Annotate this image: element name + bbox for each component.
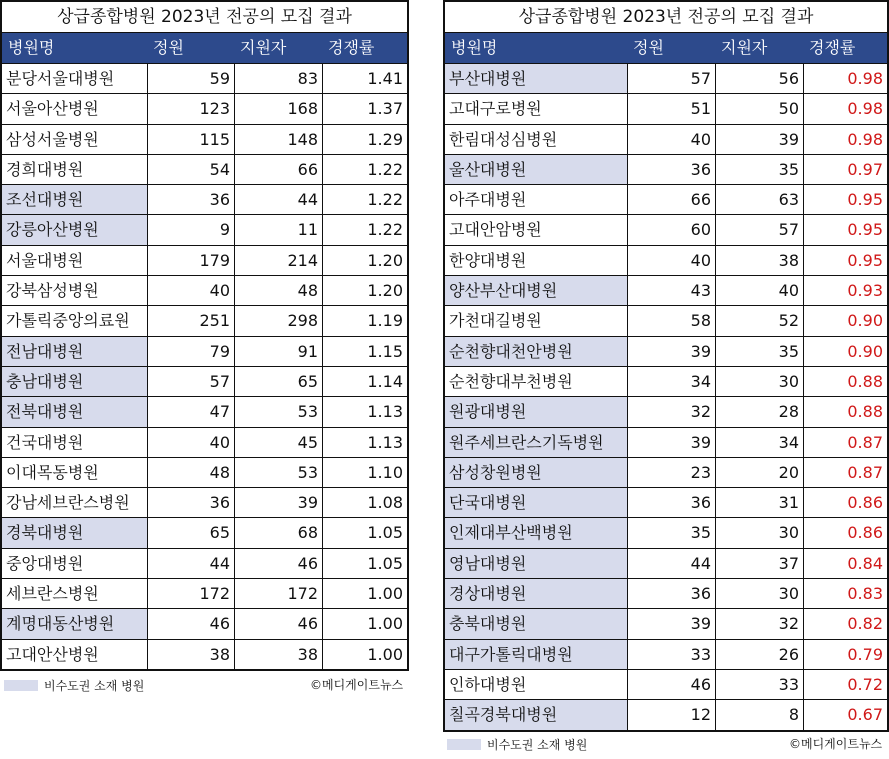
header-applicants: 지원자	[721, 38, 768, 57]
table-row	[2, 275, 407, 305]
applicants-cell: 66	[234, 155, 322, 184]
right-table-body	[445, 63, 887, 730]
ratio-cell: 0.95	[803, 215, 887, 244]
quota-cell: 46	[147, 609, 234, 638]
quota-cell: 40	[627, 125, 715, 154]
table-row	[2, 336, 407, 366]
header-quota: 정원	[153, 38, 184, 57]
ratio-cell: 0.88	[803, 367, 887, 396]
table-row	[445, 63, 887, 93]
hospital-name-cell: 인하대병원	[449, 674, 527, 694]
applicants-cell: 30	[715, 367, 803, 396]
table-row	[2, 366, 407, 396]
ratio-cell: 0.87	[803, 428, 887, 457]
applicants-cell: 44	[234, 185, 322, 214]
hospital-name-cell: 전북대병원	[2, 397, 147, 426]
right-credit: ©메디게이트뉴스	[789, 737, 883, 751]
table-row	[445, 93, 887, 123]
ratio-cell: 1.13	[322, 428, 407, 457]
hospital-name-cell: 충남대병원	[2, 367, 147, 396]
hospital-name-cell: 서울아산병원	[6, 99, 99, 119]
hospital-name-cell: 서울대병원	[6, 250, 84, 270]
applicants-cell: 91	[234, 337, 322, 366]
ratio-cell: 1.20	[322, 276, 407, 305]
hospital-name-cell: 대구가톨릭대병원	[445, 640, 627, 669]
table-row	[445, 669, 887, 699]
table-row	[445, 608, 887, 638]
quota-cell: 40	[627, 246, 715, 275]
ratio-cell: 1.41	[322, 64, 407, 93]
ratio-cell: 0.67	[803, 700, 887, 729]
table-row	[2, 517, 407, 547]
quota-cell: 54	[147, 155, 234, 184]
applicants-cell: 33	[715, 670, 803, 699]
applicants-cell: 11	[234, 215, 322, 244]
right-table	[443, 0, 889, 732]
applicants-cell: 50	[715, 94, 803, 123]
hospital-name-cell: 경희대병원	[6, 159, 84, 179]
applicants-cell: 52	[715, 306, 803, 335]
applicants-cell: 57	[715, 215, 803, 244]
hospital-name-cell: 충북대병원	[445, 609, 627, 638]
applicants-cell: 46	[234, 549, 322, 578]
left-table-panel	[0, 0, 409, 693]
quota-cell: 36	[147, 185, 234, 214]
table-row	[2, 608, 407, 638]
applicants-cell: 148	[234, 125, 322, 154]
ratio-cell: 1.29	[322, 125, 407, 154]
applicants-cell: 39	[715, 125, 803, 154]
quota-cell: 36	[627, 579, 715, 608]
table-row	[2, 396, 407, 426]
table-row	[445, 457, 887, 487]
applicants-cell: 68	[234, 518, 322, 547]
ratio-cell: 0.95	[803, 185, 887, 214]
ratio-cell: 1.22	[322, 155, 407, 184]
table-row	[445, 124, 887, 154]
table-row	[2, 124, 407, 154]
quota-cell: 179	[147, 246, 234, 275]
table-row	[2, 305, 407, 335]
table-row	[445, 214, 887, 244]
applicants-cell: 28	[715, 397, 803, 426]
table-row	[2, 63, 407, 93]
table-row	[445, 275, 887, 305]
quota-cell: 9	[147, 215, 234, 244]
ratio-cell: 0.98	[803, 94, 887, 123]
ratio-cell: 0.88	[803, 397, 887, 426]
hospital-name-cell: 단국대병원	[445, 488, 627, 517]
applicants-cell: 53	[234, 458, 322, 487]
hospital-name-cell: 분당서울대병원	[6, 69, 115, 88]
hospital-name-cell: 강남세브란스병원	[6, 493, 130, 513]
hospital-name-cell: 한림대성심병원	[449, 129, 558, 149]
legend-swatch	[4, 680, 38, 691]
applicants-cell: 35	[715, 337, 803, 366]
table-row	[2, 93, 407, 123]
ratio-cell: 0.86	[803, 488, 887, 517]
quota-cell: 36	[147, 488, 234, 517]
ratio-cell: 0.84	[803, 549, 887, 578]
header-applicants: 지원자	[240, 38, 287, 57]
quota-cell: 251	[147, 306, 234, 335]
applicants-cell: 31	[715, 488, 803, 517]
table-row	[445, 517, 887, 547]
ratio-cell: 0.82	[803, 609, 887, 638]
quota-cell: 44	[147, 549, 234, 578]
quota-cell: 58	[627, 306, 715, 335]
applicants-cell: 48	[234, 276, 322, 305]
table-row	[2, 214, 407, 244]
hospital-name-cell: 경상대병원	[445, 579, 627, 608]
applicants-cell: 37	[715, 549, 803, 578]
applicants-cell: 172	[234, 579, 322, 608]
ratio-cell: 1.00	[322, 609, 407, 638]
table-row	[445, 578, 887, 608]
table-row	[445, 336, 887, 366]
applicants-cell: 83	[234, 64, 322, 93]
hospital-name-cell: 강릉아산병원	[2, 215, 147, 244]
table-row	[2, 457, 407, 487]
quota-cell: 57	[627, 64, 715, 93]
quota-cell: 33	[627, 640, 715, 669]
hospital-name-cell: 인제대부산백병원	[445, 518, 627, 547]
applicants-cell: 38	[715, 246, 803, 275]
hospital-name-cell: 이대목동병원	[6, 462, 99, 482]
applicants-cell: 46	[234, 609, 322, 638]
legend-label: 비수도권 소재 병원	[487, 738, 588, 752]
quota-cell: 59	[147, 64, 234, 93]
ratio-cell: 0.87	[803, 458, 887, 487]
quota-cell: 40	[147, 428, 234, 457]
ratio-cell: 0.83	[803, 579, 887, 608]
left-legend	[4, 677, 144, 694]
ratio-cell: 1.22	[322, 185, 407, 214]
hospital-name-cell: 원광대병원	[445, 397, 627, 426]
ratio-cell: 1.19	[322, 306, 407, 335]
quota-cell: 65	[147, 518, 234, 547]
header-ratio: 경쟁률	[809, 38, 856, 57]
table-row	[445, 184, 887, 214]
hospital-name-cell: 경북대병원	[2, 518, 147, 547]
ratio-cell: 0.93	[803, 276, 887, 305]
legend-label: 비수도권 소재 병원	[44, 679, 145, 693]
ratio-cell: 0.90	[803, 306, 887, 335]
quota-cell: 23	[627, 458, 715, 487]
table-row	[2, 578, 407, 608]
applicants-cell: 38	[234, 640, 322, 669]
right-table-title: 상급종합병원 2023년 전공의 모집 결과	[445, 2, 887, 33]
applicants-cell: 8	[715, 700, 803, 729]
quota-cell: 47	[147, 397, 234, 426]
ratio-cell: 1.10	[322, 458, 407, 487]
applicants-cell: 63	[715, 185, 803, 214]
table-row	[2, 548, 407, 578]
left-table-title: 상급종합병원 2023년 전공의 모집 결과	[2, 2, 407, 33]
applicants-cell: 26	[715, 640, 803, 669]
applicants-cell: 53	[234, 397, 322, 426]
header-hospital-name: 병원명	[8, 38, 55, 57]
quota-cell: 60	[627, 215, 715, 244]
quota-cell: 51	[627, 94, 715, 123]
ratio-cell: 1.05	[322, 518, 407, 547]
hospital-name-cell: 원주세브란스기독병원	[445, 428, 627, 457]
table-row	[445, 154, 887, 184]
hospital-name-cell: 전남대병원	[2, 337, 147, 366]
right-legend	[447, 736, 587, 753]
hospital-name-cell: 아주대병원	[449, 190, 527, 210]
quota-cell: 35	[627, 518, 715, 547]
quota-cell: 38	[147, 640, 234, 669]
applicants-cell: 45	[234, 428, 322, 457]
quota-cell: 48	[147, 458, 234, 487]
table-row	[445, 639, 887, 669]
applicants-cell: 65	[234, 367, 322, 396]
applicants-cell: 56	[715, 64, 803, 93]
quota-cell: 115	[147, 125, 234, 154]
hospital-name-cell: 부산대병원	[445, 64, 627, 93]
quota-cell: 66	[627, 185, 715, 214]
table-row	[445, 396, 887, 426]
ratio-cell: 1.37	[322, 94, 407, 123]
quota-cell: 44	[627, 549, 715, 578]
quota-cell: 39	[627, 337, 715, 366]
ratio-cell: 1.05	[322, 549, 407, 578]
applicants-cell: 35	[715, 155, 803, 184]
table-row	[2, 487, 407, 517]
table-row	[445, 699, 887, 729]
header-ratio: 경쟁률	[328, 38, 375, 57]
hospital-name-cell: 가톨릭중앙의료원	[6, 311, 130, 331]
applicants-cell: 214	[234, 246, 322, 275]
right-table-header	[445, 33, 887, 63]
quota-cell: 39	[627, 428, 715, 457]
table-row	[2, 154, 407, 184]
applicants-cell: 298	[234, 306, 322, 335]
applicants-cell: 32	[715, 609, 803, 638]
hospital-name-cell: 고대안산병원	[6, 644, 99, 664]
quota-cell: 172	[147, 579, 234, 608]
ratio-cell: 0.86	[803, 518, 887, 547]
table-row	[2, 639, 407, 669]
table-row	[445, 366, 887, 396]
hospital-name-cell: 가천대길병원	[449, 311, 542, 331]
quota-cell: 79	[147, 337, 234, 366]
ratio-cell: 0.79	[803, 640, 887, 669]
applicants-cell: 30	[715, 518, 803, 547]
ratio-cell: 0.90	[803, 337, 887, 366]
hospital-name-cell: 조선대병원	[2, 185, 147, 214]
hospital-name-cell: 삼성창원병원	[445, 458, 627, 487]
applicants-cell: 30	[715, 579, 803, 608]
table-row	[445, 245, 887, 275]
table-row	[445, 305, 887, 335]
hospital-name-cell: 고대구로병원	[449, 99, 542, 119]
quota-cell: 12	[627, 700, 715, 729]
quota-cell: 34	[627, 367, 715, 396]
ratio-cell: 1.20	[322, 246, 407, 275]
applicants-cell: 39	[234, 488, 322, 517]
hospital-name-cell: 영남대병원	[445, 549, 627, 578]
hospital-name-cell: 건국대병원	[6, 432, 84, 452]
quota-cell: 123	[147, 94, 234, 123]
ratio-cell: 0.72	[803, 670, 887, 699]
left-table-body	[2, 63, 407, 669]
hospital-name-cell: 순천향대천안병원	[445, 337, 627, 366]
hospital-name-cell: 순천향대부천병원	[449, 371, 573, 391]
ratio-cell: 0.98	[803, 64, 887, 93]
table-row	[445, 487, 887, 517]
ratio-cell: 0.97	[803, 155, 887, 184]
ratio-cell: 1.00	[322, 579, 407, 608]
ratio-cell: 0.95	[803, 246, 887, 275]
table-row	[445, 548, 887, 578]
ratio-cell: 1.15	[322, 337, 407, 366]
applicants-cell: 34	[715, 428, 803, 457]
header-quota: 정원	[633, 38, 664, 57]
ratio-cell: 1.22	[322, 215, 407, 244]
left-table-header	[2, 33, 407, 63]
quota-cell: 36	[627, 155, 715, 184]
applicants-cell: 168	[234, 94, 322, 123]
table-row	[445, 427, 887, 457]
hospital-name-cell: 한양대병원	[449, 250, 527, 270]
ratio-cell: 1.00	[322, 640, 407, 669]
legend-swatch	[447, 739, 481, 750]
ratio-cell: 1.13	[322, 397, 407, 426]
quota-cell: 39	[627, 609, 715, 638]
quota-cell: 32	[627, 397, 715, 426]
hospital-name-cell: 칠곡경북대병원	[445, 700, 627, 729]
applicants-cell: 40	[715, 276, 803, 305]
table-row	[2, 245, 407, 275]
header-hospital-name: 병원명	[451, 38, 498, 57]
quota-cell: 57	[147, 367, 234, 396]
quota-cell: 36	[627, 488, 715, 517]
hospital-name-cell: 양산부산대병원	[445, 276, 627, 305]
left-credit: ©메디게이트뉴스	[310, 678, 404, 692]
hospital-name-cell: 고대안암병원	[449, 220, 542, 240]
hospital-name-cell: 강북삼성병원	[6, 281, 99, 301]
quota-cell: 46	[627, 670, 715, 699]
hospital-name-cell: 중앙대병원	[6, 553, 84, 573]
hospital-name-cell: 세브란스병원	[6, 584, 99, 604]
hospital-name-cell: 계명대동산병원	[2, 609, 147, 638]
hospital-name-cell: 삼성서울병원	[6, 129, 99, 149]
table-row	[2, 427, 407, 457]
left-table	[0, 0, 409, 671]
hospital-name-cell: 울산대병원	[445, 155, 627, 184]
ratio-cell: 1.14	[322, 367, 407, 396]
applicants-cell: 20	[715, 458, 803, 487]
right-table-panel	[443, 0, 889, 752]
quota-cell: 40	[147, 276, 234, 305]
ratio-cell: 1.08	[322, 488, 407, 517]
quota-cell: 43	[627, 276, 715, 305]
table-row	[2, 184, 407, 214]
ratio-cell: 0.98	[803, 125, 887, 154]
